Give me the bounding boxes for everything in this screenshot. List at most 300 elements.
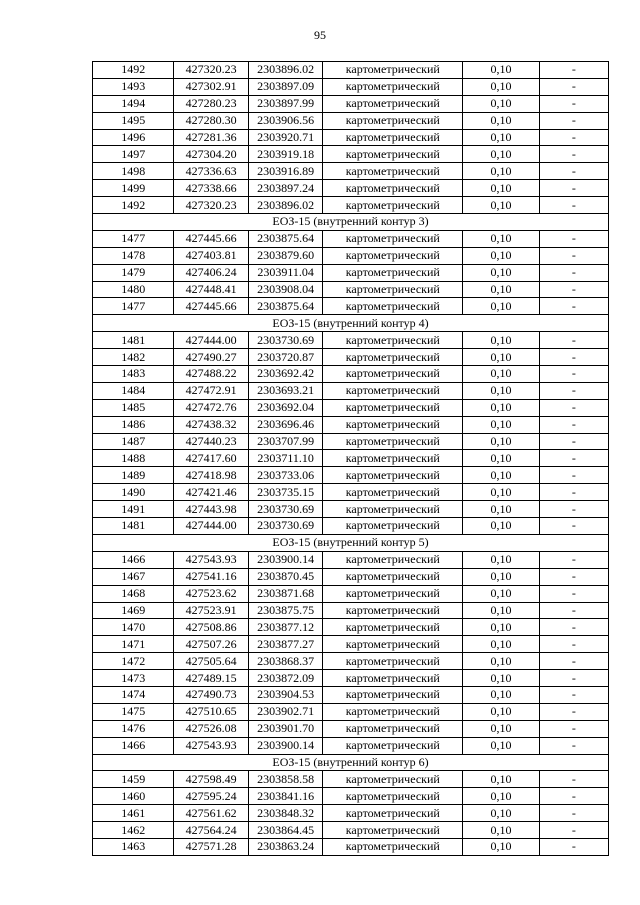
method-cell: картометрический [323, 653, 463, 670]
table-row [93, 703, 609, 720]
accuracy-cell: 0,10 [463, 349, 540, 366]
x-coordinate-cell: 427417.60 [174, 450, 248, 467]
method-cell: картометрический [323, 686, 463, 703]
x-coordinate-cell: 427523.62 [174, 585, 248, 602]
table-row [93, 78, 609, 95]
y-coordinate-cell: 2303911.04 [248, 264, 323, 281]
x-coordinate-cell: 427302.91 [174, 78, 248, 95]
point-number-cell: 1469 [93, 602, 174, 619]
accuracy-cell: 0,10 [463, 281, 540, 298]
section-label: ЕОЗ-15 (внутренний контур 6) [93, 754, 609, 771]
method-cell: картометрический [323, 822, 463, 839]
table-row [93, 163, 609, 180]
description-cell: - [539, 737, 608, 754]
method-cell: картометрический [323, 636, 463, 653]
description-cell: - [539, 281, 608, 298]
point-number-cell: 1478 [93, 247, 174, 264]
point-number-cell: 1462 [93, 822, 174, 839]
point-number-cell: 1473 [93, 670, 174, 687]
description-cell: - [539, 720, 608, 737]
accuracy-cell: 0,10 [463, 163, 540, 180]
method-cell: картометрический [323, 501, 463, 518]
description-cell: - [539, 366, 608, 383]
table-row [93, 146, 609, 163]
point-number-cell: 1480 [93, 281, 174, 298]
description-cell: - [539, 703, 608, 720]
description-cell: - [539, 230, 608, 247]
table-row [93, 838, 609, 855]
method-cell: картометрический [323, 805, 463, 822]
table-row [93, 686, 609, 703]
x-coordinate-cell: 427421.46 [174, 484, 248, 501]
accuracy-cell: 0,10 [463, 146, 540, 163]
x-coordinate-cell: 427440.23 [174, 433, 248, 450]
table-row [93, 349, 609, 366]
point-number-cell: 1463 [93, 838, 174, 855]
x-coordinate-cell: 427280.30 [174, 112, 248, 129]
x-coordinate-cell: 427472.91 [174, 382, 248, 399]
point-number-cell: 1468 [93, 585, 174, 602]
accuracy-cell: 0,10 [463, 382, 540, 399]
y-coordinate-cell: 2303692.42 [248, 366, 323, 383]
method-cell: картометрический [323, 264, 463, 281]
x-coordinate-cell: 427490.27 [174, 349, 248, 366]
accuracy-cell: 0,10 [463, 264, 540, 281]
point-number-cell: 1482 [93, 349, 174, 366]
x-coordinate-cell: 427444.00 [174, 518, 248, 535]
point-number-cell: 1486 [93, 416, 174, 433]
method-cell: картометрический [323, 602, 463, 619]
table-row [93, 636, 609, 653]
description-cell: - [539, 771, 608, 788]
point-number-cell: 1490 [93, 484, 174, 501]
method-cell: картометрический [323, 771, 463, 788]
method-cell: картометрический [323, 382, 463, 399]
point-number-cell: 1494 [93, 95, 174, 112]
method-cell: картометрический [323, 163, 463, 180]
accuracy-cell: 0,10 [463, 771, 540, 788]
y-coordinate-cell: 2303872.09 [248, 670, 323, 687]
table-row [93, 822, 609, 839]
x-coordinate-cell: 427320.23 [174, 197, 248, 214]
description-cell: - [539, 518, 608, 535]
point-number-cell: 1479 [93, 264, 174, 281]
x-coordinate-cell: 427541.16 [174, 568, 248, 585]
section-header-row [93, 315, 609, 332]
x-coordinate-cell: 427490.73 [174, 686, 248, 703]
description-cell: - [539, 95, 608, 112]
y-coordinate-cell: 2303864.45 [248, 822, 323, 839]
x-coordinate-cell: 427543.93 [174, 551, 248, 568]
y-coordinate-cell: 2303897.24 [248, 180, 323, 197]
point-number-cell: 1472 [93, 653, 174, 670]
description-cell: - [539, 163, 608, 180]
y-coordinate-cell: 2303735.15 [248, 484, 323, 501]
y-coordinate-cell: 2303904.53 [248, 686, 323, 703]
description-cell: - [539, 636, 608, 653]
point-number-cell: 1477 [93, 298, 174, 315]
method-cell: картометрический [323, 129, 463, 146]
description-cell: - [539, 197, 608, 214]
x-coordinate-cell: 427444.00 [174, 332, 248, 349]
x-coordinate-cell: 427595.24 [174, 788, 248, 805]
accuracy-cell: 0,10 [463, 518, 540, 535]
description-cell: - [539, 416, 608, 433]
section-header-row [93, 534, 609, 551]
x-coordinate-cell: 427488.22 [174, 366, 248, 383]
table-row [93, 551, 609, 568]
table-row [93, 619, 609, 636]
section-header-row [93, 214, 609, 231]
method-cell: картометрический [323, 247, 463, 264]
y-coordinate-cell: 2303908.04 [248, 281, 323, 298]
description-cell: - [539, 788, 608, 805]
y-coordinate-cell: 2303693.21 [248, 382, 323, 399]
description-cell: - [539, 551, 608, 568]
point-number-cell: 1459 [93, 771, 174, 788]
method-cell: картометрический [323, 298, 463, 315]
accuracy-cell: 0,10 [463, 416, 540, 433]
description-cell: - [539, 653, 608, 670]
method-cell: картометрический [323, 788, 463, 805]
description-cell: - [539, 112, 608, 129]
section-header-row [93, 754, 609, 771]
x-coordinate-cell: 427418.98 [174, 467, 248, 484]
y-coordinate-cell: 2303901.70 [248, 720, 323, 737]
accuracy-cell: 0,10 [463, 805, 540, 822]
accuracy-cell: 0,10 [463, 180, 540, 197]
coordinates-table [92, 61, 609, 856]
description-cell: - [539, 484, 608, 501]
y-coordinate-cell: 2303879.60 [248, 247, 323, 264]
table-row [93, 484, 609, 501]
accuracy-cell: 0,10 [463, 653, 540, 670]
y-coordinate-cell: 2303870.45 [248, 568, 323, 585]
x-coordinate-cell: 427543.93 [174, 737, 248, 754]
point-number-cell: 1492 [93, 197, 174, 214]
table-row [93, 180, 609, 197]
method-cell: картометрический [323, 737, 463, 754]
method-cell: картометрический [323, 720, 463, 737]
table-row [93, 585, 609, 602]
table-row [93, 653, 609, 670]
y-coordinate-cell: 2303919.18 [248, 146, 323, 163]
coordinates-table-body [93, 62, 609, 856]
accuracy-cell: 0,10 [463, 399, 540, 416]
table-row [93, 366, 609, 383]
method-cell: картометрический [323, 416, 463, 433]
table-row [93, 281, 609, 298]
section-label: ЕОЗ-15 (внутренний контур 3) [93, 214, 609, 231]
y-coordinate-cell: 2303696.46 [248, 416, 323, 433]
method-cell: картометрический [323, 230, 463, 247]
table-row [93, 720, 609, 737]
point-number-cell: 1460 [93, 788, 174, 805]
method-cell: картометрический [323, 399, 463, 416]
x-coordinate-cell: 427443.98 [174, 501, 248, 518]
point-number-cell: 1489 [93, 467, 174, 484]
x-coordinate-cell: 427336.63 [174, 163, 248, 180]
accuracy-cell: 0,10 [463, 95, 540, 112]
x-coordinate-cell: 427406.24 [174, 264, 248, 281]
description-cell: - [539, 146, 608, 163]
x-coordinate-cell: 427438.32 [174, 416, 248, 433]
accuracy-cell: 0,10 [463, 197, 540, 214]
point-number-cell: 1499 [93, 180, 174, 197]
accuracy-cell: 0,10 [463, 247, 540, 264]
method-cell: картометрический [323, 838, 463, 855]
y-coordinate-cell: 2303730.69 [248, 332, 323, 349]
method-cell: картометрический [323, 450, 463, 467]
x-coordinate-cell: 427280.23 [174, 95, 248, 112]
method-cell: картометрический [323, 349, 463, 366]
table-row [93, 670, 609, 687]
y-coordinate-cell: 2303858.58 [248, 771, 323, 788]
y-coordinate-cell: 2303897.09 [248, 78, 323, 95]
point-number-cell: 1477 [93, 230, 174, 247]
x-coordinate-cell: 427505.64 [174, 653, 248, 670]
y-coordinate-cell: 2303877.12 [248, 619, 323, 636]
method-cell: картометрический [323, 112, 463, 129]
y-coordinate-cell: 2303730.69 [248, 501, 323, 518]
table-row [93, 467, 609, 484]
x-coordinate-cell: 427561.62 [174, 805, 248, 822]
description-cell: - [539, 129, 608, 146]
accuracy-cell: 0,10 [463, 788, 540, 805]
accuracy-cell: 0,10 [463, 298, 540, 315]
accuracy-cell: 0,10 [463, 366, 540, 383]
table-row [93, 771, 609, 788]
point-number-cell: 1495 [93, 112, 174, 129]
table-row [93, 737, 609, 754]
table-row [93, 247, 609, 264]
y-coordinate-cell: 2303863.24 [248, 838, 323, 855]
y-coordinate-cell: 2303877.27 [248, 636, 323, 653]
x-coordinate-cell: 427508.86 [174, 619, 248, 636]
y-coordinate-cell: 2303868.37 [248, 653, 323, 670]
x-coordinate-cell: 427598.49 [174, 771, 248, 788]
description-cell: - [539, 585, 608, 602]
x-coordinate-cell: 427472.76 [174, 399, 248, 416]
table-row [93, 95, 609, 112]
description-cell: - [539, 822, 608, 839]
point-number-cell: 1483 [93, 366, 174, 383]
point-number-cell: 1467 [93, 568, 174, 585]
method-cell: картометрический [323, 95, 463, 112]
point-number-cell: 1488 [93, 450, 174, 467]
accuracy-cell: 0,10 [463, 450, 540, 467]
method-cell: картометрический [323, 703, 463, 720]
point-number-cell: 1471 [93, 636, 174, 653]
accuracy-cell: 0,10 [463, 551, 540, 568]
x-coordinate-cell: 427281.36 [174, 129, 248, 146]
description-cell: - [539, 568, 608, 585]
accuracy-cell: 0,10 [463, 129, 540, 146]
x-coordinate-cell: 427338.66 [174, 180, 248, 197]
table-row [93, 230, 609, 247]
y-coordinate-cell: 2303875.64 [248, 298, 323, 315]
y-coordinate-cell: 2303720.87 [248, 349, 323, 366]
y-coordinate-cell: 2303730.69 [248, 518, 323, 535]
table-row [93, 264, 609, 281]
y-coordinate-cell: 2303707.99 [248, 433, 323, 450]
table-row [93, 382, 609, 399]
table-row [93, 197, 609, 214]
point-number-cell: 1497 [93, 146, 174, 163]
accuracy-cell: 0,10 [463, 568, 540, 585]
description-cell: - [539, 399, 608, 416]
y-coordinate-cell: 2303711.10 [248, 450, 323, 467]
description-cell: - [539, 686, 608, 703]
page-number: 95 [314, 28, 326, 42]
table-row [93, 433, 609, 450]
accuracy-cell: 0,10 [463, 822, 540, 839]
y-coordinate-cell: 2303875.75 [248, 602, 323, 619]
table-row [93, 518, 609, 535]
accuracy-cell: 0,10 [463, 433, 540, 450]
accuracy-cell: 0,10 [463, 737, 540, 754]
y-coordinate-cell: 2303848.32 [248, 805, 323, 822]
method-cell: картометрический [323, 585, 463, 602]
accuracy-cell: 0,10 [463, 230, 540, 247]
point-number-cell: 1466 [93, 551, 174, 568]
method-cell: картометрический [323, 180, 463, 197]
accuracy-cell: 0,10 [463, 670, 540, 687]
description-cell: - [539, 805, 608, 822]
point-number-cell: 1461 [93, 805, 174, 822]
x-coordinate-cell: 427564.24 [174, 822, 248, 839]
point-number-cell: 1470 [93, 619, 174, 636]
description-cell: - [539, 62, 608, 79]
description-cell: - [539, 602, 608, 619]
description-cell: - [539, 619, 608, 636]
table-row [93, 805, 609, 822]
table-row [93, 416, 609, 433]
table-row [93, 501, 609, 518]
point-number-cell: 1491 [93, 501, 174, 518]
y-coordinate-cell: 2303896.02 [248, 62, 323, 79]
description-cell: - [539, 349, 608, 366]
x-coordinate-cell: 427304.20 [174, 146, 248, 163]
table-row [93, 62, 609, 79]
method-cell: картометрический [323, 551, 463, 568]
section-label: ЕОЗ-15 (внутренний контур 4) [93, 315, 609, 332]
accuracy-cell: 0,10 [463, 602, 540, 619]
y-coordinate-cell: 2303733.06 [248, 467, 323, 484]
method-cell: картометрический [323, 197, 463, 214]
method-cell: картометрический [323, 518, 463, 535]
y-coordinate-cell: 2303916.89 [248, 163, 323, 180]
y-coordinate-cell: 2303902.71 [248, 703, 323, 720]
table-row [93, 602, 609, 619]
description-cell: - [539, 332, 608, 349]
description-cell: - [539, 433, 608, 450]
point-number-cell: 1498 [93, 163, 174, 180]
y-coordinate-cell: 2303896.02 [248, 197, 323, 214]
table-row [93, 399, 609, 416]
table-row [93, 568, 609, 585]
table-row [93, 129, 609, 146]
method-cell: картометрический [323, 467, 463, 484]
point-number-cell: 1492 [93, 62, 174, 79]
y-coordinate-cell: 2303906.56 [248, 112, 323, 129]
accuracy-cell: 0,10 [463, 467, 540, 484]
description-cell: - [539, 298, 608, 315]
accuracy-cell: 0,10 [463, 501, 540, 518]
accuracy-cell: 0,10 [463, 585, 540, 602]
x-coordinate-cell: 427320.23 [174, 62, 248, 79]
y-coordinate-cell: 2303900.14 [248, 737, 323, 754]
method-cell: картометрический [323, 433, 463, 450]
accuracy-cell: 0,10 [463, 78, 540, 95]
x-coordinate-cell: 427489.15 [174, 670, 248, 687]
accuracy-cell: 0,10 [463, 62, 540, 79]
point-number-cell: 1474 [93, 686, 174, 703]
description-cell: - [539, 838, 608, 855]
point-number-cell: 1484 [93, 382, 174, 399]
method-cell: картометрический [323, 670, 463, 687]
description-cell: - [539, 467, 608, 484]
table-row [93, 112, 609, 129]
method-cell: картометрический [323, 619, 463, 636]
y-coordinate-cell: 2303875.64 [248, 230, 323, 247]
table-row [93, 788, 609, 805]
accuracy-cell: 0,10 [463, 636, 540, 653]
method-cell: картометрический [323, 568, 463, 585]
y-coordinate-cell: 2303692.04 [248, 399, 323, 416]
method-cell: картометрический [323, 484, 463, 501]
accuracy-cell: 0,10 [463, 703, 540, 720]
description-cell: - [539, 501, 608, 518]
description-cell: - [539, 264, 608, 281]
y-coordinate-cell: 2303920.71 [248, 129, 323, 146]
accuracy-cell: 0,10 [463, 484, 540, 501]
accuracy-cell: 0,10 [463, 838, 540, 855]
accuracy-cell: 0,10 [463, 619, 540, 636]
x-coordinate-cell: 427571.28 [174, 838, 248, 855]
table-row [93, 450, 609, 467]
section-label: ЕОЗ-15 (внутренний контур 5) [93, 534, 609, 551]
method-cell: картометрический [323, 332, 463, 349]
x-coordinate-cell: 427403.81 [174, 247, 248, 264]
point-number-cell: 1481 [93, 332, 174, 349]
method-cell: картометрический [323, 62, 463, 79]
method-cell: картометрический [323, 78, 463, 95]
accuracy-cell: 0,10 [463, 332, 540, 349]
x-coordinate-cell: 427526.08 [174, 720, 248, 737]
x-coordinate-cell: 427507.26 [174, 636, 248, 653]
point-number-cell: 1487 [93, 433, 174, 450]
accuracy-cell: 0,10 [463, 686, 540, 703]
accuracy-cell: 0,10 [463, 112, 540, 129]
y-coordinate-cell: 2303841.16 [248, 788, 323, 805]
description-cell: - [539, 382, 608, 399]
point-number-cell: 1493 [93, 78, 174, 95]
method-cell: картометрический [323, 281, 463, 298]
point-number-cell: 1481 [93, 518, 174, 535]
x-coordinate-cell: 427448.41 [174, 281, 248, 298]
accuracy-cell: 0,10 [463, 720, 540, 737]
description-cell: - [539, 247, 608, 264]
method-cell: картометрический [323, 366, 463, 383]
description-cell: - [539, 670, 608, 687]
table-row [93, 298, 609, 315]
y-coordinate-cell: 2303900.14 [248, 551, 323, 568]
description-cell: - [539, 450, 608, 467]
y-coordinate-cell: 2303897.99 [248, 95, 323, 112]
description-cell: - [539, 78, 608, 95]
point-number-cell: 1475 [93, 703, 174, 720]
